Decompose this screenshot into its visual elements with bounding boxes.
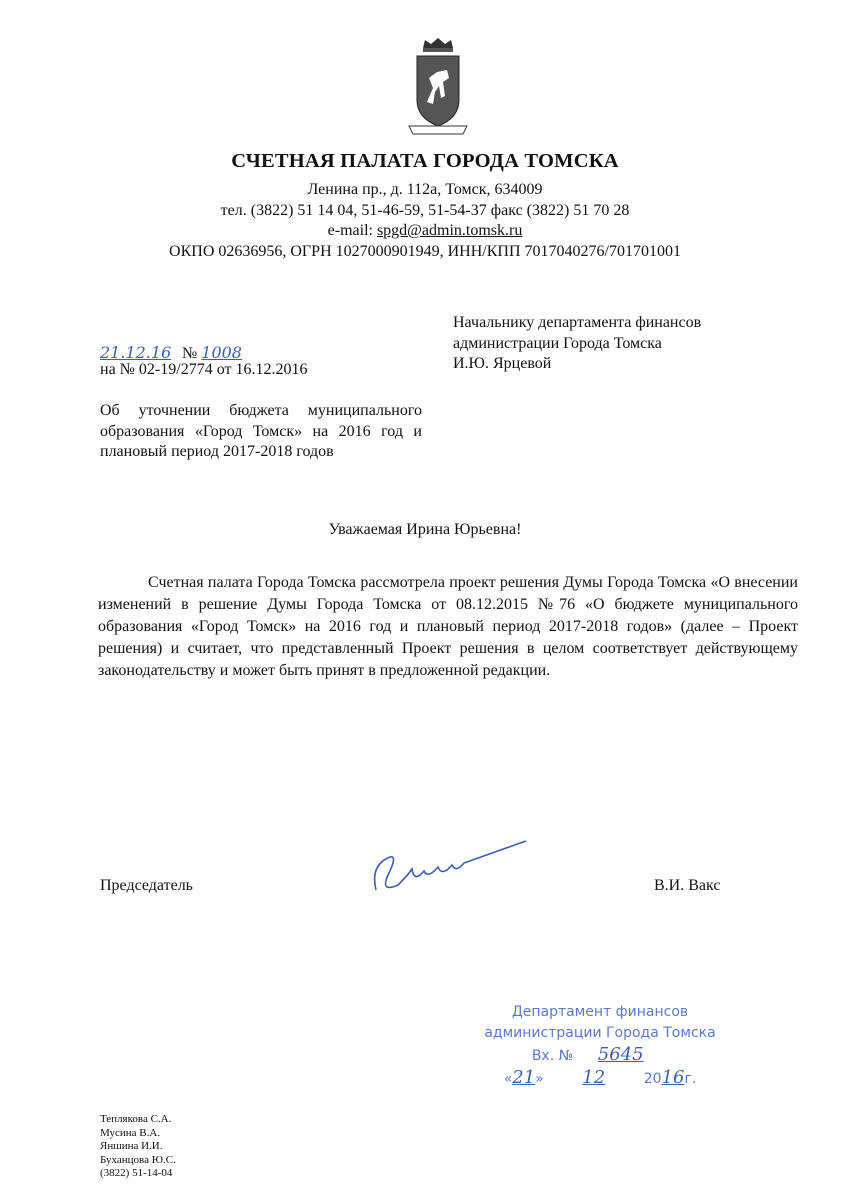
stamp-day: 21	[512, 1067, 536, 1088]
email-link[interactable]: spgd@admin.tomsk.ru	[376, 222, 523, 239]
number-sign: №	[182, 345, 198, 362]
executor-name: Яншина И.И.	[100, 1140, 163, 1152]
stamp-line: администрации Города Томска	[484, 1025, 716, 1041]
addressee-line: администрации Города Томска	[453, 334, 662, 352]
stamp-label: Вх. №	[531, 1048, 574, 1064]
addressee-line: И.Ю. Ярцевой	[453, 355, 552, 372]
organization-phones: тел. (3822) 51 14 04, 51-46-59, 51-54-37 факс (3822) 51 70 28	[220, 202, 630, 219]
executors-block	[100, 1113, 176, 1181]
stamp-number: 5645	[597, 1044, 644, 1065]
executor-name: Буханцова Ю.С.	[100, 1153, 176, 1166]
outgoing-date: 21.12.16	[100, 343, 172, 362]
incoming-registration-stamp	[480, 1002, 720, 1090]
stamp-year-suffix: 16	[661, 1067, 685, 1088]
addressee-line: Начальнику департамента финансов	[453, 314, 702, 331]
greeting: Уважаемая Ирина Юрьевна!	[328, 521, 522, 538]
executor-phone: (3822) 51-14-04	[100, 1167, 173, 1179]
stamp-incoming-number	[480, 1044, 720, 1067]
organization-name: СЧЕТНАЯ ПАЛАТА ГОРОДА ТОМСКА	[231, 150, 619, 172]
subject-line: Об уточнении бюджета муниципального	[100, 402, 422, 419]
organization-codes: ОКПО 02636956, ОГРН 1027000901949, ИНН/КПП 7017040276/701701001	[169, 243, 681, 260]
signatory-name: В.И. Вакс	[654, 877, 721, 894]
stamp-date: «21» 12 2016г.	[503, 1067, 697, 1088]
stamp-year-end: г.	[684, 1071, 697, 1087]
organization-address: Ленина пр., д. 112а, Томск, 634009	[307, 181, 543, 198]
tomsk-coat-of-arms-emblem	[403, 38, 473, 138]
signatory-position: Председатель	[100, 877, 193, 894]
outgoing-number: 1008	[201, 343, 242, 362]
addressee-block	[453, 313, 701, 375]
executor-name: Теплякова С.А.	[100, 1113, 172, 1125]
letter-body: Счетная палата Города Томска рассмотрела проект решения Думы Города Томска «О внесении изменений в решение Думы Города Томска от 08.12.2015 №76 «О бюджете муниципального образования «Город Томск» на 2016 год и плановый период 2017-2018 годов» (далее – Проект решения) и считает, что представленный Проект решения в целом соответствует действующему законодательству и может быть принят в предложенной редакции.	[98, 574, 798, 679]
email-label: e-mail:	[327, 222, 377, 239]
stamp-month: 12	[582, 1067, 606, 1088]
stamp-line: Департамент финансов	[511, 1004, 689, 1020]
subject-line: плановый период 2017-2018 годов	[100, 443, 334, 460]
handwritten-signature	[368, 835, 528, 905]
executor-name: Мусина В.А.	[100, 1126, 161, 1139]
subject-line: образования «Город Томск» на 2016 год и	[100, 422, 422, 440]
stamp-year-prefix: 20	[643, 1071, 662, 1087]
subject-block	[100, 401, 422, 463]
organization-email-line	[0, 221, 850, 242]
reference-number: на № 02-19/2774 от 16.12.2016	[100, 361, 308, 378]
